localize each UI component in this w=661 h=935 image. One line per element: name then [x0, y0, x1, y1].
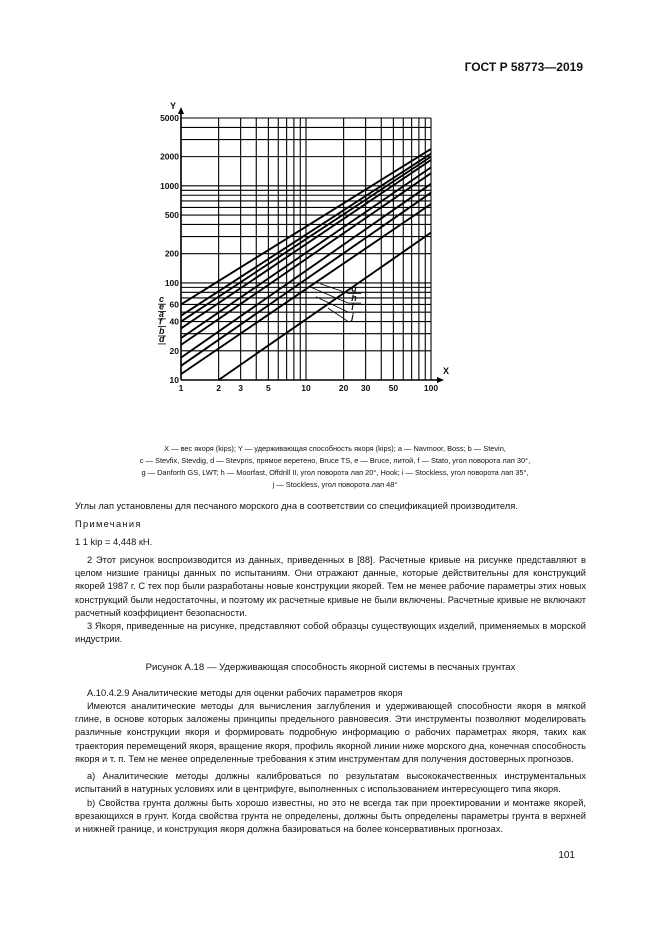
section-title — [75, 687, 586, 700]
legend-line-3: g — Danforth GS, LWT; h — Moorfast, Offdrill II, угол поворота лап 20°, Hook; i — Stockless, угол поворота лап 35°, — [141, 468, 529, 477]
leader-line-h — [311, 287, 348, 303]
y-tick-label: 40 — [169, 316, 179, 327]
x-tick-label: 2 — [216, 383, 221, 393]
flukes-note: Углы лап установлены для песчаного морского дна в соответствии со спецификацией производителя. — [75, 501, 518, 511]
document-id: ГОСТ Р 58773—2019 — [464, 60, 583, 74]
series-label-g: g — [351, 283, 357, 294]
x-tick-label: 3 — [238, 383, 244, 393]
note-3-text: 3 Якоря, приведенные на рисунке, представляют собой образцы существующих изделий, применяемых в морской индустрии. — [75, 621, 586, 645]
note-3 — [75, 620, 586, 646]
legend-line-2: c — Stevfix, Stevdig, d — Stevpris, прямое веретено, Bruce TS, e — Bruce, литой, f — Stato, угол поворота лап 30°, — [139, 456, 531, 465]
series-label-d: d — [159, 333, 165, 344]
y-tick-label: 2000 — [160, 151, 179, 162]
figure-legend — [75, 443, 595, 491]
series-label-j: j — [351, 311, 354, 322]
note-1: 1 1 kip = 4,448 кН. — [75, 537, 153, 547]
y-axis-label: Y — [170, 101, 177, 111]
y-tick-label: 5000 — [160, 113, 179, 123]
note-2 — [75, 554, 586, 620]
y-tick-label: 100 — [164, 277, 179, 288]
chart-svg — [150, 98, 460, 428]
y-tick-label: 60 — [169, 299, 179, 310]
series-label-b: b — [159, 325, 165, 336]
x-tick-label: 1 — [178, 383, 184, 393]
paragraph-b — [75, 797, 586, 837]
legend-line-4: j — Stockless, угол поворота лап 48° — [272, 480, 398, 489]
note-2-text: 2 Этот рисунок воспроизводится из данных, приведенных в [88]. Расчетные кривые на рисунке представляют в целом низшие границы данных по испытаниям. Они отражают данные, которые действительны для конструкций якорей 1987 г. С тех пор были разработаны новые конструкции якорей. Тем не менее рабочие параметры этих новых конструкций были недостаточны, и поэтому их расчетные кривые не были включены. Расчетные кривые не включают расчетный коэффициент безопасности. — [75, 555, 586, 618]
paragraph-b-text: b) Свойства грунта должны быть хорошо известны, но это не всегда так при проектировании и монтаже якорей, врезающихся в грунт. Когда свойства грунта не определены, должны быть определены параметры грунта в верхней и нижней границе, и конструкция якоря должна базироваться на более консервативных прогнозах. — [75, 798, 586, 835]
paragraph-a — [75, 770, 586, 796]
x-tick-label: 20 — [338, 383, 349, 393]
series-label-a: a — [159, 308, 165, 319]
series-line-j — [219, 233, 431, 380]
series-label-e: e — [159, 301, 165, 312]
paragraph-1-text: Имеются аналитические методы для вычисления заглубления и удерживающей способности якоря в мягкой глине, в основе которых заложены принципы предельного равновесия. Эти инструменты позволяют моделировать различные конструкции якоря и формировать подробную информацию о рабочих параметрах якоря, таких как траектория перемещений якоря, вращение якоря, профиль якорной линии ниже морского дна, конечная способность якоря и т. п. Тем не менее определенные требования к этим инструментам для получения достоверных прогнозов. — [75, 701, 586, 764]
paragraph-1 — [75, 700, 586, 766]
anchor-capacity-chart — [150, 98, 460, 428]
leader-line-j — [328, 308, 348, 321]
figure-caption: Рисунок А.18 — Удерживающая способность якорной системы в песчаных грунтах — [145, 662, 516, 673]
x-axis-label: X — [443, 366, 450, 376]
series-label-h: h — [351, 293, 357, 304]
y-tick-label: 1000 — [160, 180, 179, 191]
y-tick-label: 10 — [169, 375, 179, 385]
paragraph-a-text: а) Аналитические методы должны калиброваться по результатам высококачественных инструментальных испытаний в натурных условиях или в центрифуге, выполненных с использованием интересующего типа якоря. — [75, 771, 586, 795]
series-label-c: c — [159, 294, 165, 305]
legend-line-1: X — вес якоря (kips); Y — удерживающая способность якоря (kips); a — Navmoor, Boss; b — Stevin, — [164, 444, 506, 453]
y-tick-label: 500 — [164, 210, 179, 221]
y-tick-label: 200 — [164, 248, 179, 259]
notes-heading: Примечания — [75, 519, 142, 529]
page-number: 101 — [558, 850, 575, 861]
x-tick-label: 100 — [423, 383, 439, 393]
section-title-text: А.10.4.2.9 Аналитические методы для оценки рабочих параметров якоря — [87, 688, 403, 698]
x-tick-label: 10 — [301, 383, 311, 393]
x-tick-label: 30 — [360, 383, 371, 393]
y-tick-label: 20 — [169, 345, 179, 356]
series-label-i: i — [351, 302, 354, 313]
series-label-f: f — [159, 316, 162, 327]
x-tick-label: 50 — [388, 383, 399, 393]
x-tick-label: 5 — [266, 383, 271, 393]
